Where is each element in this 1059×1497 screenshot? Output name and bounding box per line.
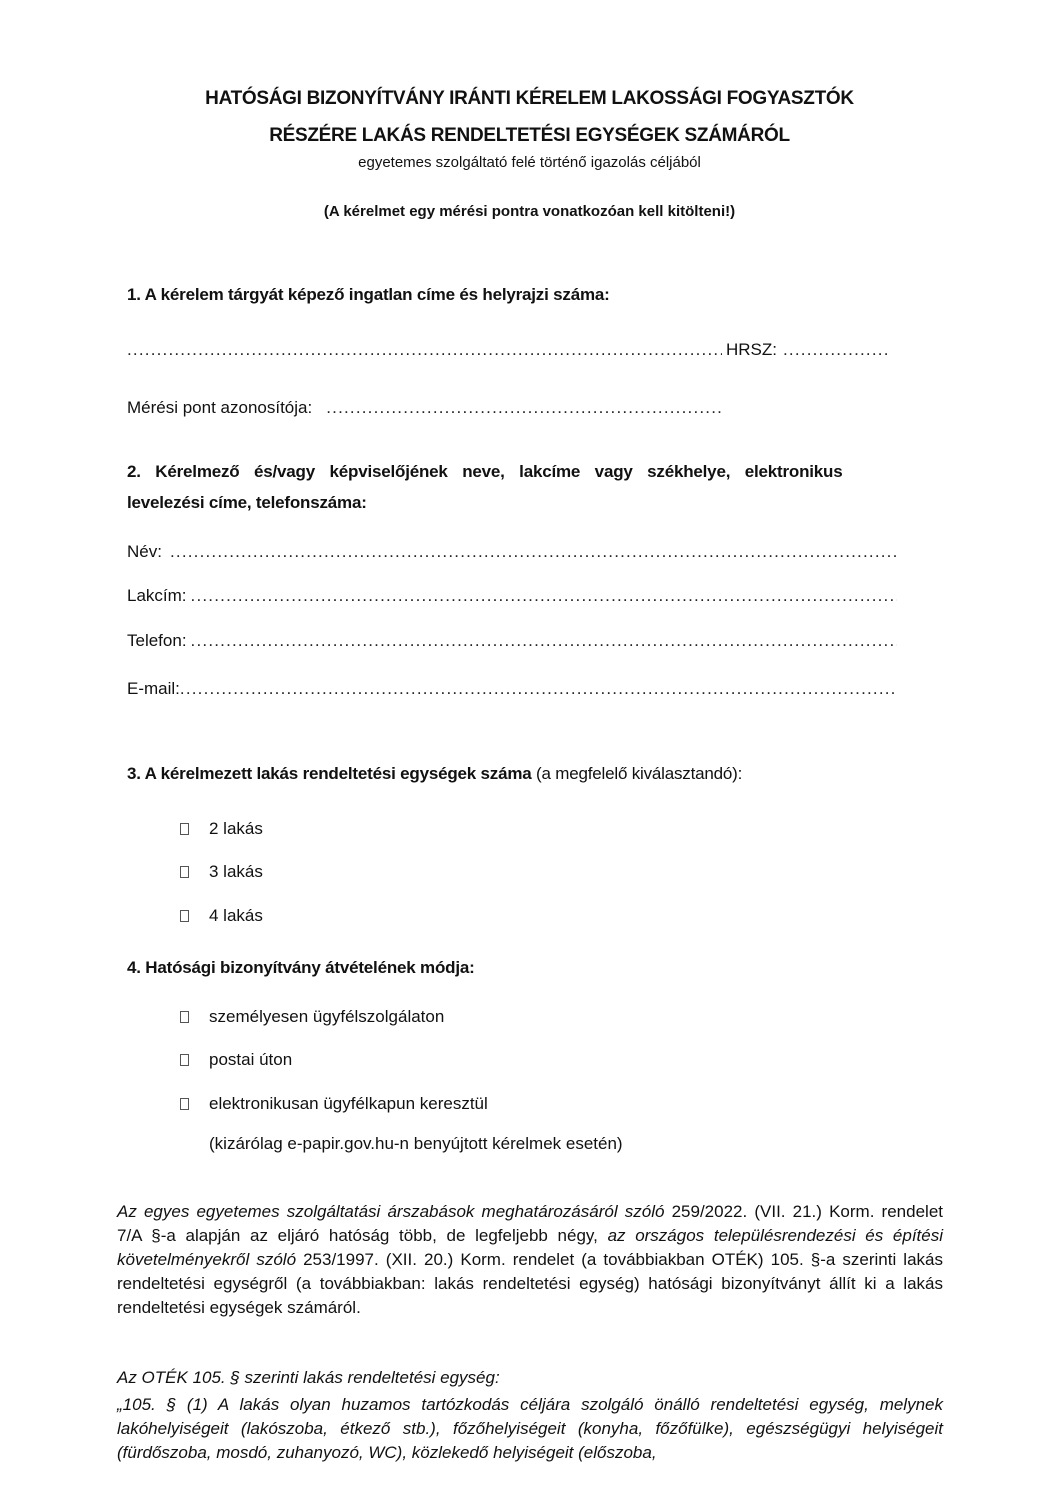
legal-p1-text-1: 259/2022. (VII. 21.) Korm. rendelet 7/A §-a alapján az eljáró hatóság több, de legfeljebb négy, — [117, 1202, 943, 1245]
meresi-pont-label: Mérési pont azonosítója: — [127, 398, 313, 417]
email-field-row — [127, 679, 897, 699]
option-electronic[interactable] — [180, 1094, 488, 1114]
hrsz-input[interactable] — [783, 340, 887, 360]
section-4-heading: 4. Hatósági bizonyítvány átvételének módja: — [127, 958, 475, 977]
nev-label: Név: — [127, 542, 162, 561]
document-subtitle: egyetemes szolgáltató felé történő igazolás céljából — [358, 154, 701, 171]
lakcim-label: Lakcím: — [127, 586, 187, 605]
document-title-line-1: HATÓSÁGI BIZONYÍTVÁNY IRÁNTI KÉRELEM LAKOSSÁGI FOGYASZTÓK — [205, 88, 854, 109]
option-personal-pickup[interactable] — [180, 1007, 444, 1027]
checkbox-icon[interactable] — [180, 910, 189, 922]
lakcim-field-row — [127, 586, 897, 606]
option-label: postai úton — [209, 1050, 293, 1069]
option-postal[interactable] — [180, 1050, 292, 1070]
address-input[interactable] — [127, 340, 722, 360]
section-3-heading-hint: (a megfelelő kiválasztandó): — [531, 764, 743, 783]
option-label: 2 lakás — [209, 819, 263, 838]
telefon-label: Telefon: — [127, 631, 187, 650]
section-2-heading-text: 2. Kérelmező és/vagy képviselőjének neve, lakcíme vagy székhelye, elektronikus — [127, 462, 843, 481]
nev-field-row — [127, 542, 897, 562]
option-label: személyesen ügyfélszolgálaton — [209, 1007, 445, 1026]
section-3-heading-bold: 3. A kérelmezett lakás rendeltetési egységek száma — [127, 764, 532, 783]
email-label: E-mail: — [127, 679, 180, 698]
section-2-heading-line-1 — [127, 462, 897, 482]
document-title-line-2: RÉSZÉRE LAKÁS RENDELTETÉSI EGYSÉGEK SZÁMÁRÓL — [269, 125, 790, 146]
nev-input[interactable] — [170, 542, 897, 562]
section-2-heading-line-2: levelezési címe, telefonszáma: — [127, 493, 367, 512]
option-label: elektronikusan ügyfélkapun keresztül — [209, 1094, 488, 1113]
option-2-lakas[interactable] — [180, 819, 263, 839]
hrsz-label: HRSZ: — [726, 340, 777, 359]
checkbox-icon[interactable] — [180, 823, 189, 835]
legal-paragraph-1 — [117, 1200, 943, 1320]
meresi-pont-input[interactable] — [326, 398, 723, 418]
lakcim-input[interactable] — [191, 586, 897, 606]
checkbox-icon[interactable] — [180, 1011, 189, 1023]
legal-p1-italic-2: az országos településrendezési és építési követelményekről szóló — [117, 1226, 943, 1269]
legal-paragraph-2-heading: Az OTÉK 105. § szerinti lakás rendeltetési egység: — [117, 1368, 500, 1387]
option-label: 3 lakás — [209, 862, 263, 881]
legal-p1-text-2: 253/1997. (XII. 20.) Korm. rendelet (a továbbiakban OTÉK) 105. §-a szerinti lakás rendeltetési egységről (a továbbiakban: lakás rendeltetési egység) hatósági bizonyítványt állít ki a lakás rendeltetési egységek számáról. — [117, 1250, 943, 1317]
fill-instruction-note: (A kérelmet egy mérési pontra vonatkozóan kell kitölteni!) — [323, 203, 736, 220]
legal-paragraph-2: „105. § (1) A lakás olyan huzamos tartózkodás céljára szolgáló önálló rendeltetési egység, melynek lakóhelyiségeit (lakószoba, étkező stb.), főzőhelyiségeit (konyha, főzőfülke), egészségügyi helyiségeit (fürdőszoba, mosdó, zuhanyozó, WC), közlekedő helyiségeit (előszoba, — [117, 1395, 943, 1462]
section-3-heading — [127, 764, 742, 784]
telefon-field-row — [127, 631, 897, 651]
checkbox-icon[interactable] — [180, 1098, 189, 1110]
electronic-option-note: (kizárólag e-papir.gov.hu-n benyújtott kérelmek esetén) — [209, 1134, 623, 1153]
address-field-row — [127, 340, 887, 360]
option-3-lakas[interactable] — [180, 862, 263, 882]
email-input[interactable] — [180, 679, 897, 699]
section-1-heading: 1. A kérelem tárgyát képező ingatlan címe és helyrajzi száma: — [127, 285, 610, 304]
option-label: 4 lakás — [209, 906, 263, 925]
legal-p1-italic-1: Az egyes egyetemes szolgáltatási árszabások meghatározásáról szóló — [117, 1202, 665, 1221]
meresi-pont-row — [127, 398, 723, 418]
option-4-lakas[interactable] — [180, 906, 263, 926]
telefon-input[interactable] — [191, 631, 897, 651]
checkbox-icon[interactable] — [180, 1054, 189, 1066]
checkbox-icon[interactable] — [180, 866, 189, 878]
